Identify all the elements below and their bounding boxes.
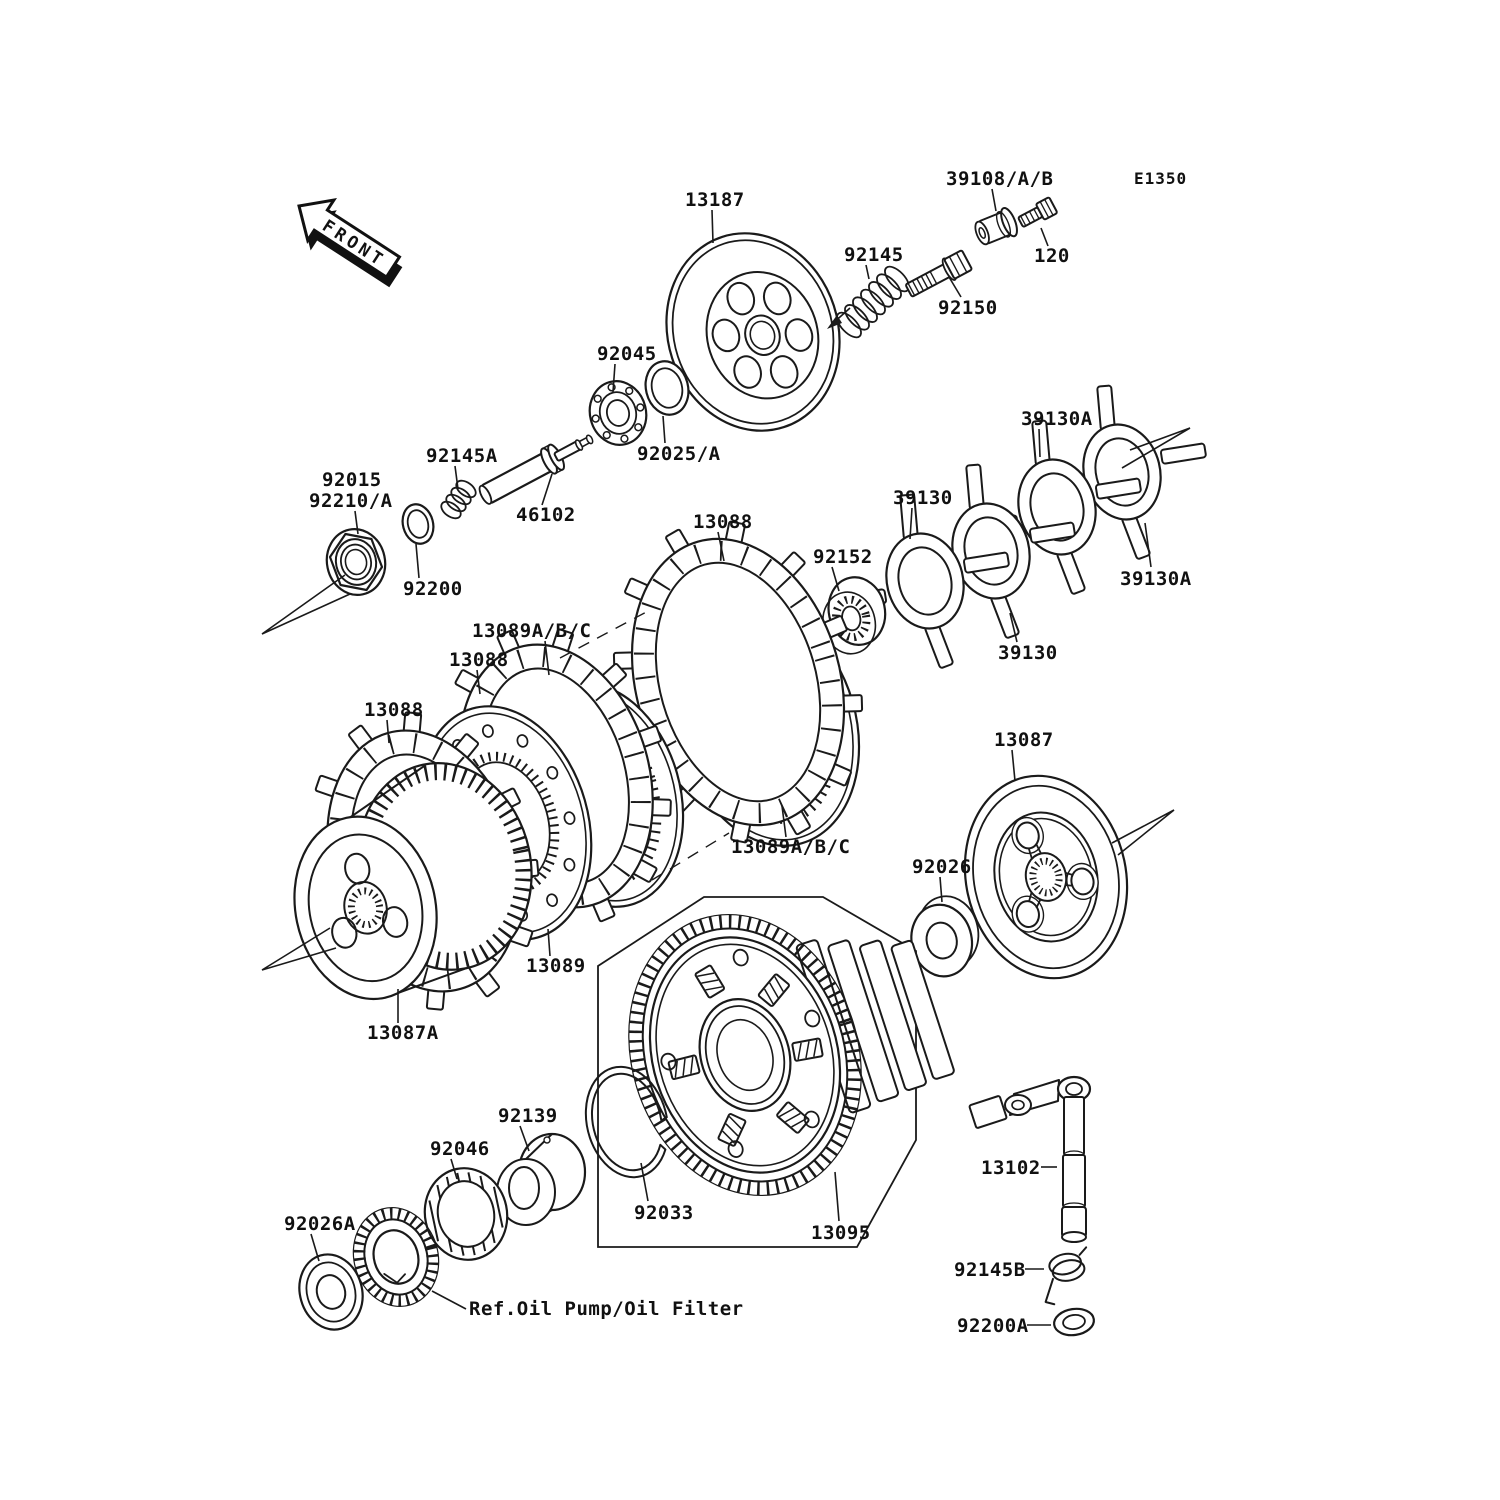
part-label-13087: 13087 <box>994 729 1054 751</box>
part-label-92025a: 92025/A <box>637 443 721 465</box>
diagram-artwork <box>270 197 1227 1338</box>
part-label-120: 120 <box>1034 245 1070 267</box>
part-label-13095: 13095 <box>811 1222 871 1244</box>
diagram-code: E1350 <box>1134 169 1188 188</box>
part-label-13088-3: 13088 <box>364 699 424 721</box>
part-label-92152: 92152 <box>813 546 873 568</box>
part-label-39130: 39130 <box>893 487 953 509</box>
part-label-13087A: 13087A <box>367 1022 439 1044</box>
front-direction-arrow <box>282 186 413 297</box>
part-label-13088: 13088 <box>693 511 753 533</box>
part-label-92145B: 92145B <box>954 1259 1026 1281</box>
part-label-92033: 92033 <box>634 1202 694 1224</box>
part-label-13089abc-2: 13089A/B/C <box>731 836 851 858</box>
part-label-92139: 92139 <box>498 1105 558 1127</box>
part-label-13102: 13102 <box>981 1157 1041 1179</box>
part-label-39108ab: 39108/A/B <box>946 168 1054 190</box>
part-label-92026: 92026 <box>912 856 972 878</box>
part-label-92200A: 92200A <box>957 1315 1029 1337</box>
part-label-92200: 92200 <box>403 578 463 600</box>
part-label-39130A: 39130A <box>1021 408 1093 430</box>
part-label-92015: 92015 <box>322 469 382 491</box>
part-label-13089: 13089 <box>526 955 586 977</box>
part-label-46102: 46102 <box>516 504 576 526</box>
part-label-13088-2: 13088 <box>449 649 509 671</box>
part-label-13187: 13187 <box>685 189 745 211</box>
part-label-92046: 92046 <box>430 1138 490 1160</box>
part-label-92210a: 92210/A <box>309 490 393 512</box>
part-label-13089abc: 13089A/B/C <box>472 620 592 642</box>
front-arrow-label: FRONT <box>318 216 390 272</box>
part-label-92045: 92045 <box>597 343 657 365</box>
part-label-92145: 92145 <box>844 244 904 266</box>
part-label-39130A-2: 39130A <box>1120 568 1192 590</box>
part-label-92150: 92150 <box>938 297 998 319</box>
oil-pump-reference-note: Ref.Oil Pump/Oil Filter <box>469 1298 744 1320</box>
part-label-92026A: 92026A <box>284 1213 356 1235</box>
part-label-92145A: 92145A <box>426 445 498 467</box>
part-label-39130-2: 39130 <box>998 642 1058 664</box>
